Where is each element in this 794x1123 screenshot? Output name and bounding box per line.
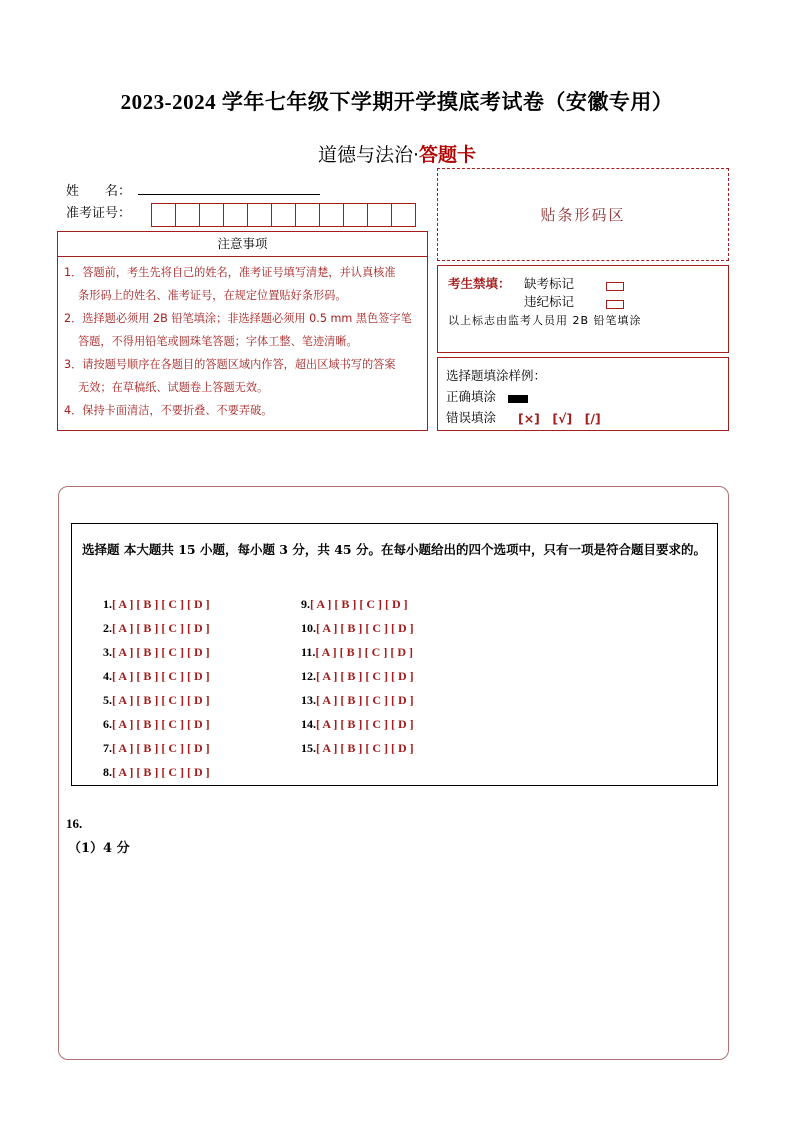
choice-instructions: 选择题 本大题共 15 小题，每小题 3 分，共 45 分。在每小题给出的四个选项中，只有一项是符合题目要求的。 <box>82 542 706 557</box>
id-cell[interactable] <box>224 204 248 226</box>
correct-fill-mark <box>508 395 528 403</box>
fill-sample-box <box>437 357 729 431</box>
notice-line: 条形码上的姓名、准考证号，在规定位置贴好条形码。 <box>78 289 347 302</box>
violation-label: 违纪标记 <box>524 294 575 309</box>
subtitle <box>0 140 794 167</box>
notice-line: 3．请按题号顺序在各题目的答题区域内作答，超出区域书写的答案 <box>64 358 396 371</box>
choice-row[interactable]: 6.[ A ] [ B ] [ C ] [ D ] <box>103 717 210 731</box>
notice-line: 答题，不得用铅笔或圆珠笔答题；字体工整、笔迹清晰。 <box>78 335 358 348</box>
exam-id-cells[interactable] <box>151 203 416 227</box>
wrong-fill-label: 错误填涂 <box>446 410 497 425</box>
notice-heading: 注意事项 <box>58 232 427 257</box>
choice-row[interactable]: 8.[ A ] [ B ] [ C ] [ D ] <box>103 765 210 779</box>
notice-line: 无效；在草稿纸、试题卷上答题无效。 <box>78 381 269 394</box>
ban-note: 以上标志由监考人员用 2B 铅笔填涂 <box>448 314 642 327</box>
absent-mark[interactable] <box>606 282 624 291</box>
choice-row[interactable]: 4.[ A ] [ B ] [ C ] [ D ] <box>103 669 210 683</box>
question-16-part-1: （1）4 分 <box>68 841 130 856</box>
id-cell[interactable] <box>272 204 296 226</box>
id-cell[interactable] <box>296 204 320 226</box>
violation-mark[interactable] <box>606 300 624 309</box>
page-title: 2023-2024 学年七年级下学期开学摸底考试卷（安徽专用） <box>120 90 674 114</box>
choice-row[interactable]: 7.[ A ] [ B ] [ C ] [ D ] <box>103 741 210 755</box>
notice-line: 1．答题前，考生先将自己的姓名，准考证号填写清楚，并认真核准 <box>64 266 396 279</box>
absent-label: 缺考标记 <box>524 276 575 291</box>
choice-row[interactable]: 3.[ A ] [ B ] [ C ] [ D ] <box>103 645 210 659</box>
choice-row[interactable]: 9.[ A ] [ B ] [ C ] [ D ] <box>301 597 408 611</box>
id-cell[interactable] <box>392 204 415 226</box>
id-cell[interactable] <box>152 204 176 226</box>
notice-line: 4．保持卡面清洁，不要折叠、不要弄破。 <box>64 404 273 417</box>
id-cell[interactable] <box>320 204 344 226</box>
exam-id-label: 准考证号： <box>66 206 132 221</box>
question-16-answer-area[interactable] <box>70 860 720 1050</box>
choice-row[interactable]: 11.[ A ] [ B ] [ C ] [ D ] <box>301 645 413 659</box>
choice-row[interactable]: 2.[ A ] [ B ] [ C ] [ D ] <box>103 621 210 635</box>
id-cell[interactable] <box>344 204 368 226</box>
choice-column-left <box>103 592 210 784</box>
id-cell[interactable] <box>248 204 272 226</box>
choice-row[interactable]: 15.[ A ] [ B ] [ C ] [ D ] <box>301 741 414 755</box>
id-cell[interactable] <box>368 204 392 226</box>
choice-row[interactable]: 12.[ A ] [ B ] [ C ] [ D ] <box>301 669 414 683</box>
name-label: 姓 名： <box>66 184 132 199</box>
multiple-choice-box <box>71 523 718 786</box>
choice-row[interactable]: 1.[ A ] [ B ] [ C ] [ D ] <box>103 597 210 611</box>
answer-card-label: 答题卡 <box>419 144 477 166</box>
name-field[interactable] <box>138 194 320 195</box>
id-cell[interactable] <box>176 204 200 226</box>
choice-row[interactable]: 14.[ A ] [ B ] [ C ] [ D ] <box>301 717 414 731</box>
choice-row[interactable]: 13.[ A ] [ B ] [ C ] [ D ] <box>301 693 414 707</box>
id-cell[interactable] <box>200 204 224 226</box>
question-16-number: 16. <box>66 816 83 831</box>
notice-box <box>57 231 428 431</box>
choice-row[interactable]: 10.[ A ] [ B ] [ C ] [ D ] <box>301 621 414 635</box>
proctor-box <box>437 265 729 353</box>
sample-heading: 选择题填涂样例： <box>446 368 547 383</box>
ban-label: 考生禁填： <box>448 276 511 291</box>
correct-fill-label: 正确填涂 <box>446 389 497 404</box>
subject-name: 道德与法治· <box>317 144 420 166</box>
notice-line: 2．选择题必须用 2B 铅笔填涂；非选择题必须用 0.5 mm 黑色签字笔 <box>64 312 412 325</box>
wrong-fill-marks: [×] [√] [/] <box>518 411 601 426</box>
choice-column-right <box>301 592 414 760</box>
barcode-text: 贴条形码区 <box>540 206 626 224</box>
barcode-area <box>437 168 729 261</box>
choice-row[interactable]: 5.[ A ] [ B ] [ C ] [ D ] <box>103 693 210 707</box>
